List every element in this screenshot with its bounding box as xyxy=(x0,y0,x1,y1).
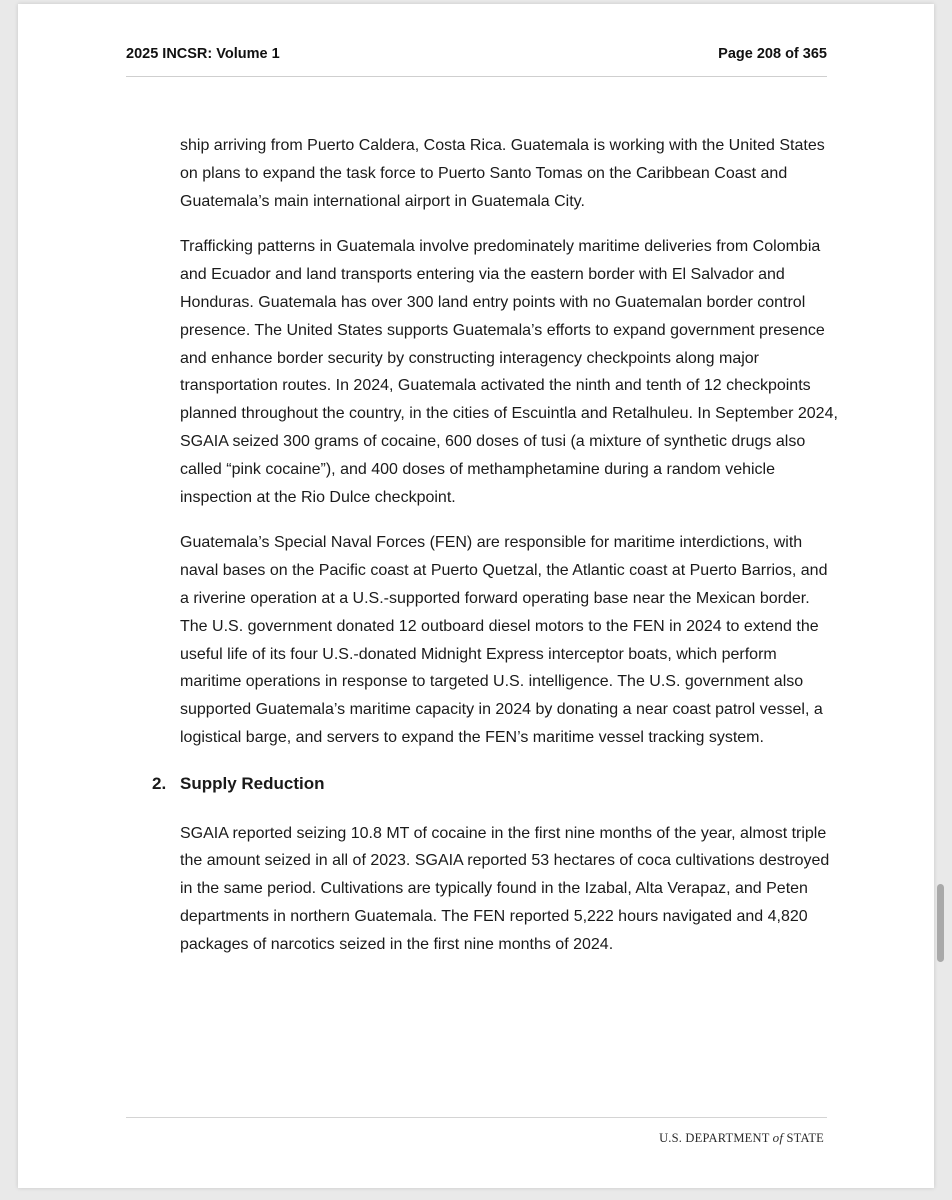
logo-text-of: of xyxy=(772,1130,784,1145)
logo-text-pre: U.S. DEPARTMENT xyxy=(659,1131,773,1145)
scrollbar-thumb[interactable] xyxy=(937,884,944,962)
section-number: 2. xyxy=(152,773,167,793)
body-paragraph-2: Trafficking patterns in Guatemala involve predominately maritime deliveries from Colombia and Ecuador and land transports entering via the eastern border with El Salvador and Honduras. Guatemala has over 300 land entry points with no Guatemalan border control presence. The United States supports Guatemala’s efforts to expand government presence and enhance border security by constructing interagency checkpoints along major transportation routes. In 2024, Guatemala activated the ninth and tenth of 12 checkpoints planned throughout the country, in the cities of Escuintla and Retalhuleu. In September 2024, SGAIA seized 300 grams of cocaine, 600 doses of tusi (a mixture of synthetic drugs also called “pink cocaine”), and 400 doses of methamphetamine during a random vehicle inspection at the Rio Dulce checkpoint. xyxy=(180,238,838,506)
state-department-logo xyxy=(659,1130,824,1146)
section-heading xyxy=(152,770,840,798)
document-body xyxy=(152,132,840,977)
body-paragraph-3: Guatemala’s Special Naval Forces (FEN) are responsible for maritime interdictions, with naval bases on the Pacific coast at Puerto Quetzal, the Atlantic coast at Puerto Barrios, and a riverine operation at a U.S.-supported forward operating base near the Mexican border. The U.S. government donated 12 outboard diesel motors to the FEN in 2024 to extend the useful life of its four U.S.-donated Midnight Express interceptor boats, which perform maritime operations in response to targeted U.S. intelligence. The U.S. government also supported Guatemala’s maritime capacity in 2024 by donating a near coast patrol vessel, a logistical barge, and servers to expand the FEN’s maritime vessel tracking system. xyxy=(180,534,828,746)
footer-divider xyxy=(126,1117,827,1118)
header-divider xyxy=(126,76,827,77)
page-number: Page 208 of 365 xyxy=(718,46,827,62)
section-title: Supply Reduction xyxy=(180,773,325,793)
document-page xyxy=(18,4,934,1188)
page-header xyxy=(126,46,827,62)
logo-text-post: STATE xyxy=(783,1131,824,1145)
section-paragraph: SGAIA reported seizing 10.8 MT of cocaine in the first nine months of the year, almost triple the amount seized in all of 2023. SGAIA reported 53 hectares of coca cultivations destroyed in the same period. Cultivations are typically found in the Izabal, Alta Verapaz, and Peten departments in northern Guatemala. The FEN reported 5,222 hours navigated and 4,820 packages of narcotics seized in the first nine months of 2024. xyxy=(180,824,830,953)
document-title: 2025 INCSR: Volume 1 xyxy=(126,46,280,62)
body-paragraph-1: ship arriving from Puerto Caldera, Costa Rica. Guatemala is working with the United States on plans to expand the task force to Puerto Santo Tomas on the Caribbean Coast and Guatemala’s main international airport in Guatemala City. xyxy=(180,137,825,210)
